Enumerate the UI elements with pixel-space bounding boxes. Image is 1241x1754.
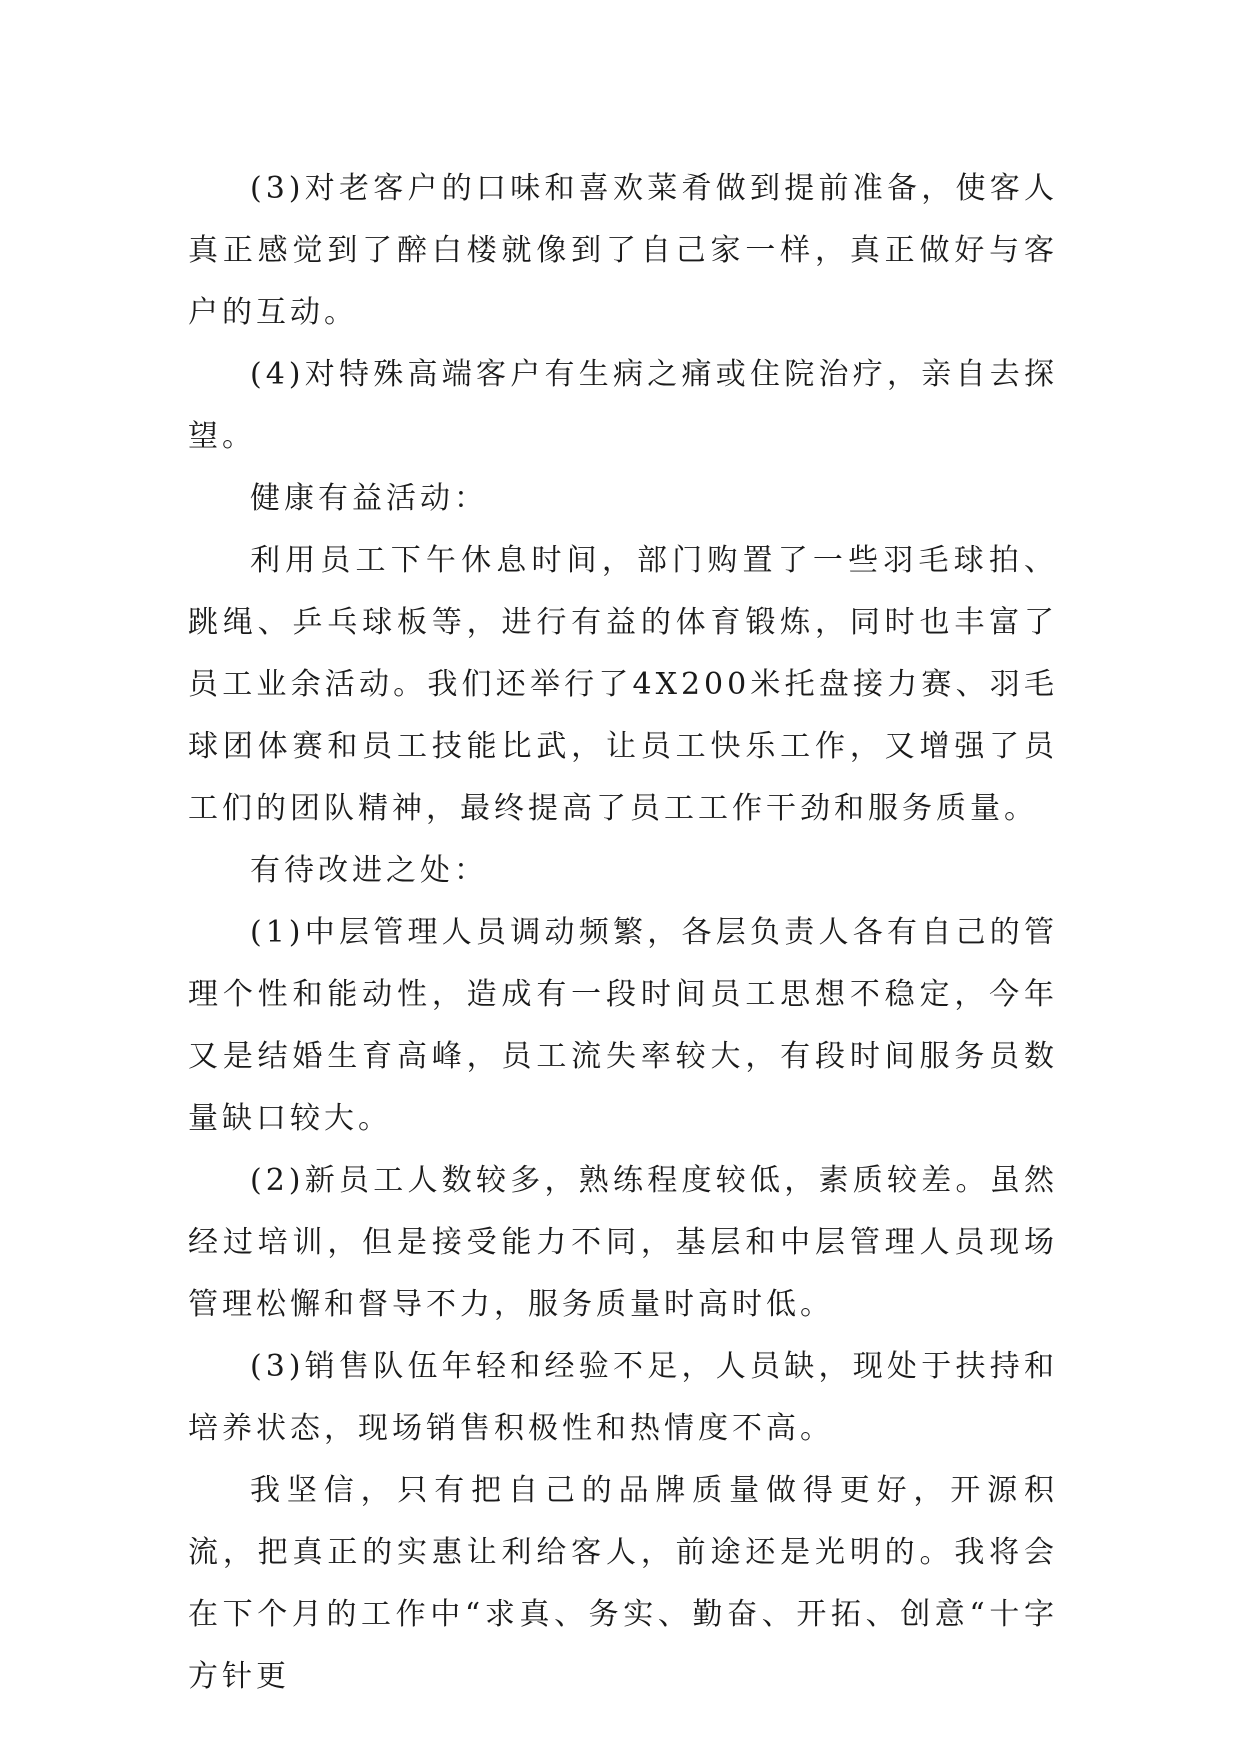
paragraph-conclusion: 我坚信，只有把自己的品牌质量做得更好，开源积流，把真正的实惠让利给客人，前途还是光明的。我将会在下个月的工作中“求真、务实、勤奋、开拓、创意“十字方针更 [188,1473,1058,1694]
section-heading-improvements: 有待改进之处： [250,853,488,888]
paragraph-improvement-1: (1)中层管理人员调动频繁，各层负责人各有自己的管理个性和能动性，造成有一段时间员工思想不稳定，今年又是结婚生育高峰，员工流失率较大，有段时间服务员数量缺口较大。 [188,915,1058,1136]
paragraph-item-4-vip-customers: (4)对特殊高端客户有生病之痛或住院治疗，亲自去探望。 [188,357,1058,454]
paragraph-health-activities: 利用员工下午休息时间，部门购置了一些羽毛球拍、跳绳、乒乓球板等，进行有益的体育锻炼，同时也丰富了员工业余活动。我们还举行了4X200米托盘接力赛、羽毛球团体赛和员工技能比武，让员工快乐工作，又增强了员工们的团队精神，最终提高了员工工作干劲和服务质量。 [188,543,1058,826]
section-heading-health-activities: 健康有益活动： [250,481,488,516]
document-body [188,158,1058,1708]
paragraph-improvement-3: (3)销售队伍年轻和经验不足，人员缺，现处于扶持和培养状态，现场销售积极性和热情度不高。 [188,1349,1058,1446]
paragraph-item-3-old-customers: (3)对老客户的口味和喜欢菜肴做到提前准备，使客人真正感觉到了醉白楼就像到了自己家一样，真正做好与客户的互动。 [188,171,1058,330]
paragraph-improvement-2: (2)新员工人数较多，熟练程度较低，素质较差。虽然经过培训，但是接受能力不同，基层和中层管理人员现场管理松懈和督导不力，服务质量时高时低。 [188,1163,1058,1322]
